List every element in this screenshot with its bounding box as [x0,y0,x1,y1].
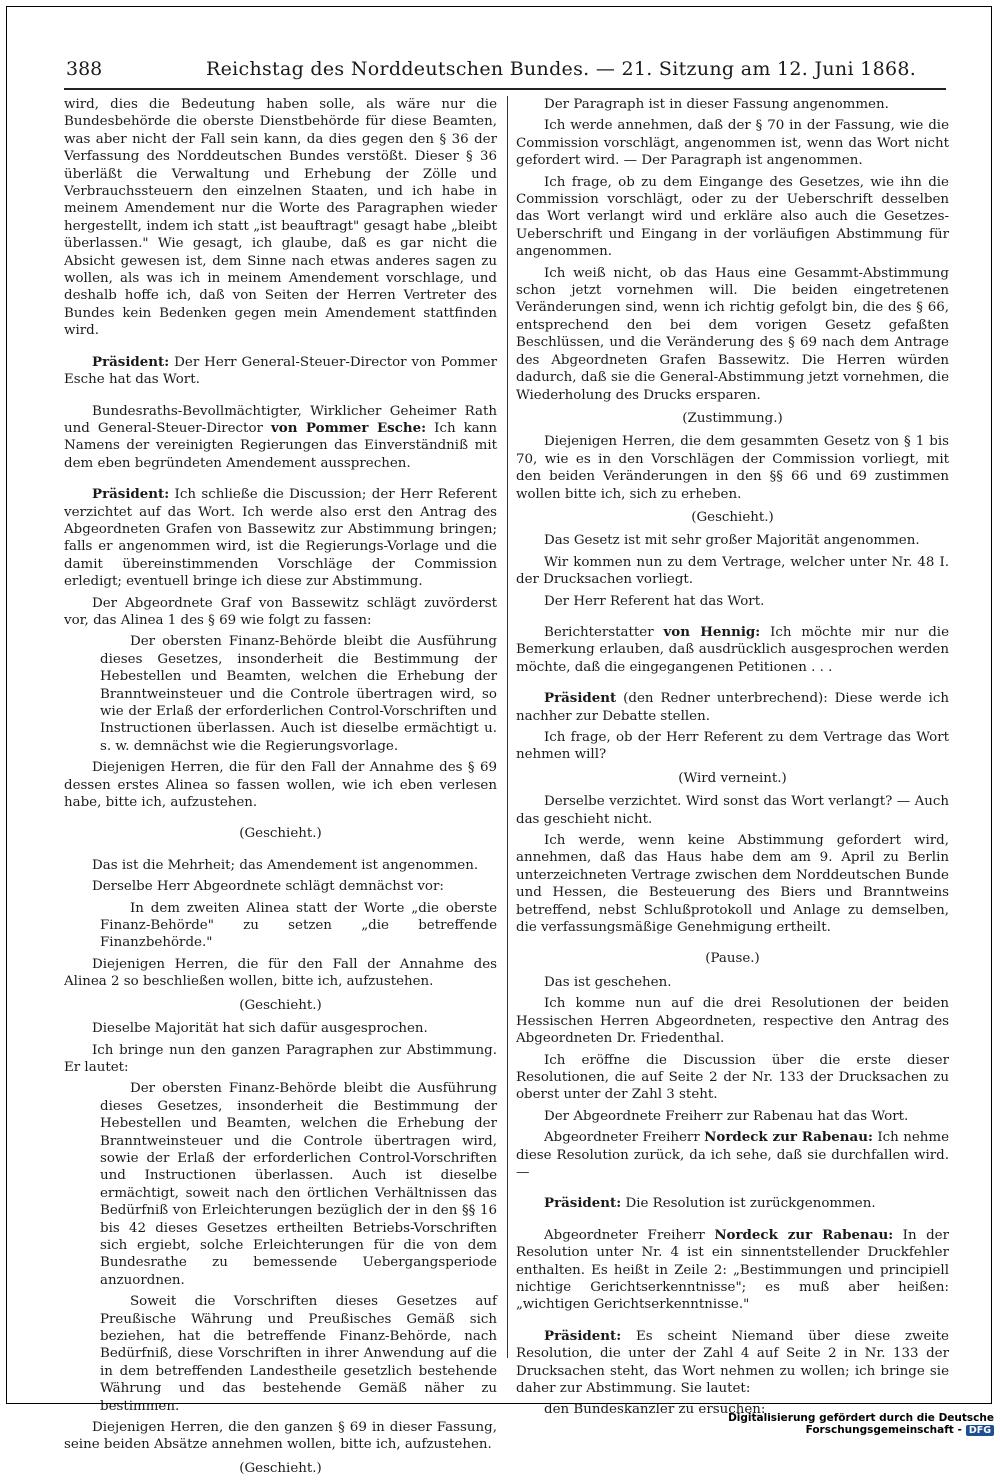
stage-direction: (Geschieht.) [239,826,322,842]
paragraph-text: In der Resolution unter Nr. 4 ist ein sinnentstellender Druckfehler enthalten. Es heißt in Zeile 2: „Bestimmungen und principiell nichtige Gerichtserkenntnisse"; es muß aber heißen: „wichtigen Gerichtserkenntnisse." [516,1227,949,1313]
running-title: Reichstag des Norddeutschen Bundes. — 21. Sitzung am 12. Juni 1868. [206,58,917,80]
right-column [516,96,949,1423]
paragraph: Derselbe verzichtet. Wird sonst das Wort verlangt? — Auch das geschieht nicht. [516,794,949,827]
quoted-text: Der obersten Finanz-Behörde bleibt die Ausführung dieses Gesetzes, insonderheit die Bestimmung der Hebestellen und Beamten, welchen die Erhebung der Branntweinsteuer und die Controle übertragen wird, sowie der Erlaß der erforderlichen Control-Vorschriften und Instructionen überlassen. Auch ist dieselbe ermächtigt, soweit nach den örtlichen Verhältnissen das Bedürfniß von Erleichterungen bezüglich der in den §§ 16 bis 42 dieses Gesetzes ertheilten Betriebs-Vorschriften sich ergiebt, solche Erleichterungen für die von dem Bundesrathe zu bemessende Uebergangsperiode anzuordnen. [100,1081,497,1288]
paragraph: Der Abgeordnete Graf von Bassewitz schlägt zuvörderst vor, das Alinea 1 des § 69 wie folgt zu fassen: [64,595,497,628]
column-separator [507,96,508,1358]
speaker-label: Präsident: [544,1327,622,1344]
paragraph: Der Paragraph ist in dieser Fassung angenommen. [544,97,889,112]
paragraph: Ich werde, wenn keine Abstimmung gefordert wird, annehmen, daß das Haus habe dem am 9. April zu Berlin unterzeichneten Vertrage zwischen dem Norddeutschen Bunde und Hessen, die Besteuerung des Biers und Branntweins betreffend, nebst Schlußprotokoll und Anlage zu demselben, die verfassungsmäßige Genehmigung ertheilt. [516,833,949,936]
digitization-footer [600,1412,994,1436]
quoted-text: Der obersten Finanz-Behörde bleibt die Ausführung dieses Gesetzes, insonderheit die Bestimmung der Hebestellen und Beamten, welchen die Erhebung der Branntweinsteuer und die Controle übertragen wird, so wie der Erlaß der erforderlichen Control-Vorschriften und Instructionen überlassen. Auch ist dieselbe ermächtigt u. s. w. demnächst wie die Regierungsvorlage. [100,634,497,754]
paragraph: wird, dies die Bedeutung haben solle, als wäre nur die Bundesbehörde die oberste Dienstbehörde für diese Beamten, was aber nicht der Fall sein kann, da dies gegen den § 36 der Verfassung des Norddeutschen Bundes verstößt. Dieser § 36 überläßt die Verwaltung und Erhebung der Zölle und Verbrauchssteuern den einzelnen Staaten, und ich habe in meinem Amendement nur die Worte des Paragraphen wieder hergestellt, indem ich statt „ist beauftragt" gesagt habe „bleibt überlassen." Wie gesagt, ich glaube, daß es gar nicht die Absicht gewesen ist, dem Sinne nach etwas anderes sagen zu wollen, als was ich in meinem Amendement vorschlage, und deshalb hoffe ich, daß von Seiten der Herren Vertreter des Bundes kein Bedenken gegen mein Amendement stattfinden wird. [64,97,497,339]
paragraph [516,1129,949,1181]
paragraph: Der Herr Referent hat das Wort. [544,593,765,609]
paragraph [516,1195,949,1212]
paragraph: Derselbe Herr Abgeordnete schlägt demnächst vor: [92,879,444,895]
paragraph: Das ist die Mehrheit; das Amendement ist angenommen. [92,857,479,873]
paragraph: Ich weiß nicht, ob das Haus eine Gesammt-Abstimmung schon jetzt vornehmen will. Die beiden eingetretenen Veränderungen sind, wenn ich richtig gefolgt bin, die des § 66, entsprechend den bei dem vorigen Gesetz gefaßten Beschlüssen, und die Veränderung des § 69 nach dem Antrage des Abgeordneten Grafen Bassewitz. Die Herren würden dadurch, daß sie die General-Abstimmung jetzt vornehmen, die Wiederholung des Drucks ersparen. [516,265,949,403]
paragraph-text: Ich kann Namens der vereinigten Regierungen das Einverständniß mit dem eben begründeten Amendement aussprechen. [64,420,498,471]
paragraph: Wir kommen nun zu dem Vertrage, welcher unter Nr. 48 I. der Drucksachen vorliegt. [516,554,949,588]
quoted-text: Soweit die Vorschriften dieses Gesetzes auf Preußische Währung und Preußisches Gemäß sich beziehen, hat die betreffende Finanz-Behörde, nach Bedürfniß, diese Vorschriften in ihrer Anwendung auf die in dem betreffenden Landestheile gesetzlich bestehende Währung und das bestehende Gemäß näher zu bestimmen. [100,1294,497,1414]
speaker-label: Präsident: [92,486,170,503]
header-rule [64,88,946,90]
paragraph-text: Ich nehme diese Resolution zurück, da ich sehe, daß sie durchfallen wird. — [516,1130,949,1180]
paragraph [516,1227,949,1314]
paragraph-text: Abgeordneter Freiherr [544,1130,700,1146]
paragraph [64,354,497,389]
page-number: 388 [66,58,103,80]
paragraph-text: (den Redner unterbrechend): Diese werde ich nachher zur Debatte stellen. [516,691,949,724]
paragraph [64,486,497,590]
paragraph: Dieselbe Majorität hat sich dafür ausgesprochen. [92,1021,428,1037]
paragraph-text: Berichterstatter [544,624,654,640]
stage-direction: (Pause.) [705,951,760,967]
speaker-name: von Hennig: [663,623,761,640]
paragraph-text: Ich möchte mir nur die Bemerkung erlauben, daß ausdrücklich ausgesprochen werden möchte, daß die eingegangenen Petitionen . . . [516,624,949,675]
stage-direction: (Geschieht.) [691,509,774,525]
dfg-logo: DFG [966,1425,994,1436]
stage-direction: (Zustimmung.) [682,410,783,426]
speaker-name: Nordeck zur Rabenau: [714,1226,894,1243]
paragraph: Ich bringe nun den ganzen Paragraphen zur Abstimmung. Er lautet: [64,1042,497,1075]
paragraph: Ich frage, ob der Herr Referent zu dem Vertrage das Wort nehmen will? [516,730,949,763]
stage-direction: (Wird verneint.) [678,770,787,786]
footer-text: Digitalisierung gefördert durch die Deutsche Forschungsgemeinschaft - [728,1412,994,1436]
page-header [66,58,946,88]
paragraph [64,403,497,473]
quoted-text: In dem zweiten Alinea statt der Worte „die oberste Finanz-Behörde" zu setzen „die betreffende Finanzbehörde." [100,900,497,951]
paragraph: den Bundeskanzler zu ersuchen: [544,1402,766,1418]
speaker-label: Präsident: [544,1195,622,1212]
paragraph: Ich eröffne die Discussion über die erste dieser Resolutionen, die auf Seite 2 der Nr. 133 der Drucksachen zu oberst unter der Zahl 3 steht. [516,1052,949,1103]
speaker-label: Präsident: [92,353,170,370]
paragraph: Diejenigen Herren, die den ganzen § 69 in dieser Fassung, seine beiden Absätze annehmen wollen, bitte ich, aufzustehen. [64,1420,497,1453]
paragraph: Diejenigen Herren, die für den Fall der Annahme des § 69 dessen erstes Alinea so fassen wollen, wie ich eben verlesen habe, bitte ich, aufzustehen. [64,760,497,811]
paragraph [516,690,949,725]
paragraph-text: Ich schließe die Discussion; der Herr Referent verzichtet auf das Wort. Ich werde also erst den Antrag des Abgeordneten Grafen von Bassewitz zur Abstimmung bringen; falls er angenommen wird, ist die Regierungs-Vorlage und die damit übereinstimmenden Vorschläge der Commission erledigt; eventuell bringe ich diese zur Abstimmung. [64,487,497,590]
speaker-label: Präsident [544,690,617,707]
left-column [64,96,497,1483]
paragraph [516,1328,949,1398]
paragraph: Das Gesetz ist mit sehr großer Majorität angenommen. [544,533,920,549]
paragraph: Ich frage, ob zu dem Eingange des Gesetzes, wie ihn die Commission vorschlägt, oder zu der Ueberschrift desselben das Wort verlangt wird und erkläre also auch die Gesetzes-Ueberschrift und Eingang in der vorläufigen Abstimmung für angenommen. [516,174,949,260]
paragraph-text: Die Resolution ist zurückgenommen. [625,1196,876,1212]
paragraph: Ich komme nun auf die drei Resolutionen der beiden Hessischen Herren Abgeordneten, respective den Antrag des Abgeordneten Dr. Friedenthal. [516,996,949,1047]
paragraph: Diejenigen Herren, die für den Fall der Annahme des Alinea 2 so beschließen wollen, bitte ich, aufzustehen. [64,956,497,990]
paragraph [516,624,949,676]
paragraph-text: Abgeordneter Freiherr [544,1227,705,1243]
paragraph-text: Bundesraths-Bevollmächtigter, Wirklicher Geheimer Rath und General-Steuer-Director [64,403,497,436]
speaker-name: Nordeck zur Rabenau: [704,1129,873,1146]
speaker-name: von Pommer Esche: [271,419,427,436]
stage-direction: (Geschieht.) [239,1460,322,1476]
paragraph: Der Abgeordnete Freiherr zur Rabenau hat das Wort. [544,1108,909,1124]
paragraph: Ich werde annehmen, daß der § 70 in der Fassung, wie die Commission vorschlägt, angenommen ist, wenn das Wort nicht gefordert wird. — Der Paragraph ist angenommen. [516,118,949,169]
paragraph: Diejenigen Herren, die dem gesammten Gesetz von § 1 bis 70, wie es in den Vorschlägen der Commission vorliegt, mit den beiden Veränderungen in den §§ 66 und 69 zustimmen wollen bitte ich, sich zu erheben. [516,434,949,502]
paragraph: Das ist geschehen. [544,974,672,990]
stage-direction: (Geschieht.) [239,997,322,1013]
paragraph-text: Der Herr General-Steuer-Director von Pommer Esche hat das Wort. [64,354,497,388]
paragraph-text: Es scheint Niemand über diese zweite Resolution, die unter der Zahl 4 auf Seite 2 in Nr. 133 der Drucksachen steht, das Wort nehmen zu wollen; ich bringe sie daher zur Abstimmung. Sie lautet: [516,1328,949,1396]
